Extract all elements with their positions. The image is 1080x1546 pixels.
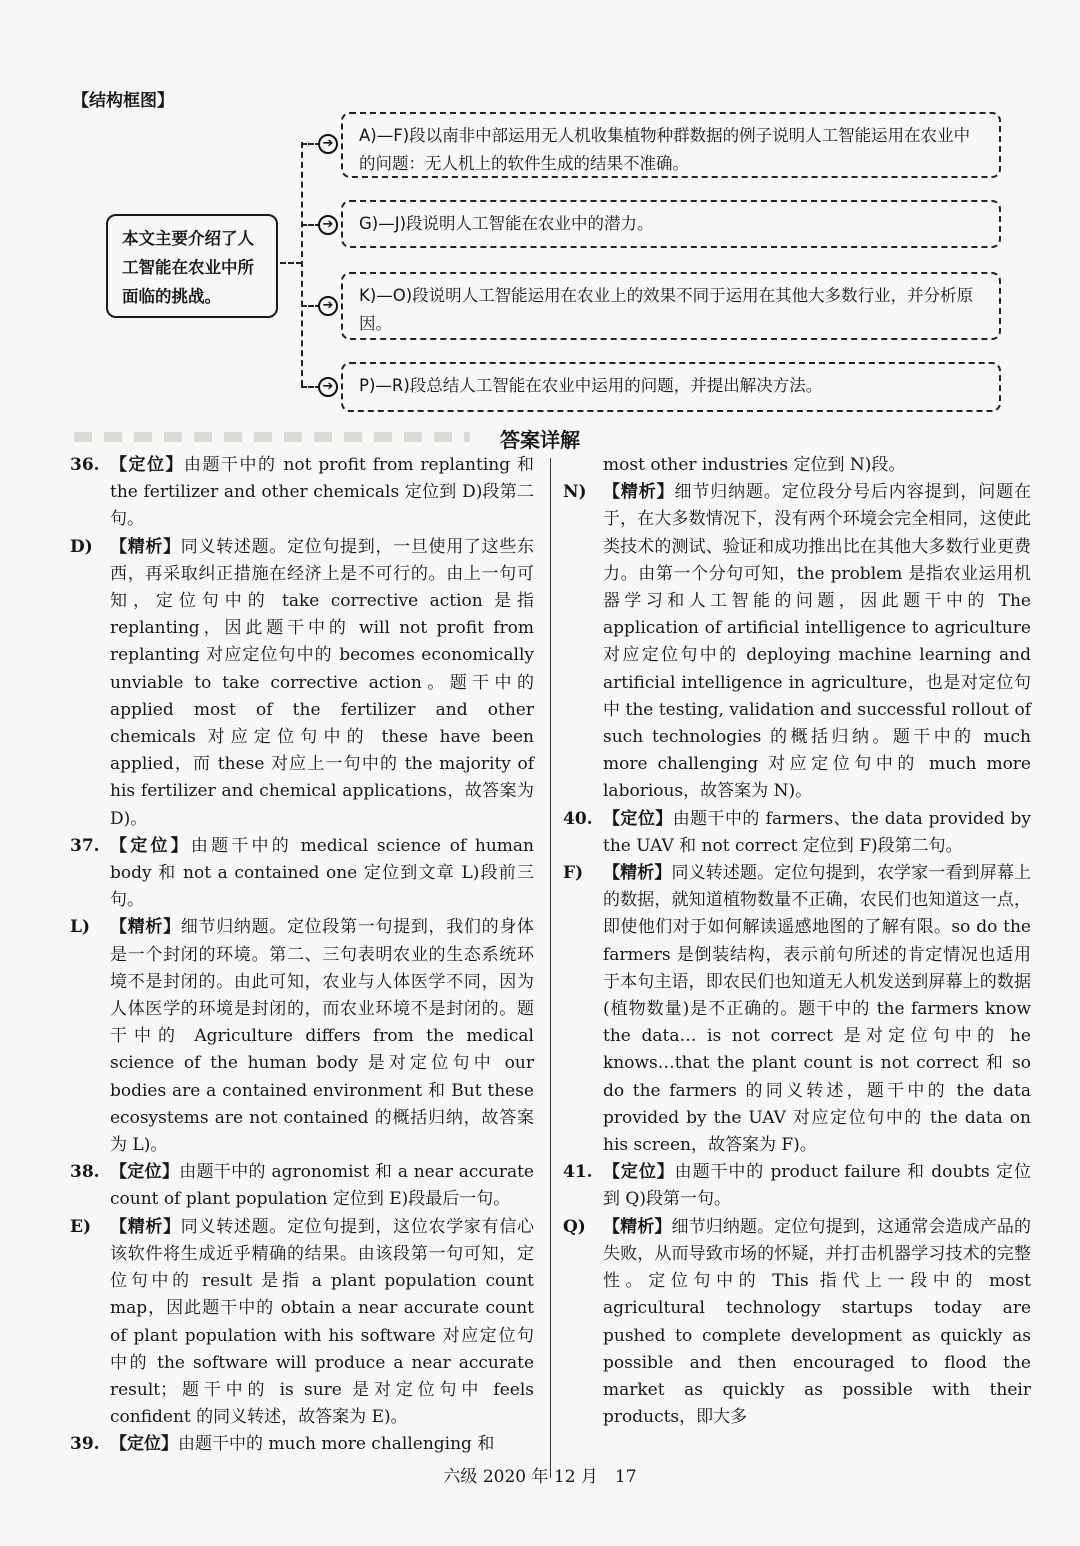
- answer-entry: [563, 479, 1031, 805]
- entry-body: [110, 452, 534, 534]
- entry-text: 由题干中的 medical science of human body 和 not a contained one 定位到文章 L)段前三句。: [110, 835, 534, 911]
- answer-entry: [563, 860, 1031, 1159]
- entry-tag: 【定位】: [110, 1434, 178, 1455]
- entry-text: 同义转述题。定位句提到，这位农学家有信心该软件将生成近乎精确的结果。由该段第一句可知，定位句中的 result 是指 a plant population count map，因此题干中的 obtain a near accurate count of plant population with his software 对应定位句中的 the software will produce a near accurate result；题干中的 is sure 是对定位句中 feels confident 的同义转述，故答案为 E)。: [110, 1216, 535, 1428]
- structure-section-label: 【结构框图】: [72, 91, 174, 111]
- entry-label: E): [70, 1216, 92, 1237]
- entry-tag: 【定位】: [110, 1162, 180, 1183]
- entry-tag: 【精析】: [110, 917, 181, 938]
- entry-body: [110, 914, 534, 1159]
- entry-text: 由题干中的 much more challenging 和: [178, 1434, 495, 1455]
- summary-box: 本文主要介绍了人工智能在农业中所面临的挑战。: [106, 214, 278, 318]
- entry-body: [603, 1159, 1031, 1213]
- entry-label: N): [563, 482, 587, 503]
- column-divider: [550, 458, 551, 1478]
- answer-entry: [70, 914, 534, 1159]
- arrow-node-icon: ➔: [318, 377, 338, 397]
- entry-body: [603, 479, 1031, 805]
- entry-text: 由题干中的 agronomist 和 a near accurate count of plant population 定位到 E)段最后一句。: [110, 1162, 534, 1210]
- entry-text: 细节归纳题。定位段第一句提到，我们的身体是一个封闭的环境。第二、三句表明农业的生态系统环境不是封闭的。由此可知，农业与人体医学不同，因为人体医学的环境是封闭的，而农业环境不是封闭的。题干中的 Agriculture differs from the medical science of the human body 是对定位句中 our bodies are a contained environment 和 But these ecosystems are not contained 的概括归纳，故答案为 L)。: [110, 917, 535, 1156]
- entry-label: 40.: [563, 808, 593, 829]
- entry-text: 同义转述题。定位句提到，农学家一看到屏幕上的数据，就知道植物数量不正确，农民们也知道这一点，即使他们对于如何解读遥感地图的了解有限。so do the farmers 是倒装结构，表示前句所述的肯定情况也适用于本句主语，即农民们也知道无人机发送到屏幕上的数据(植物数量)是不正确的。题干中的 the farmers know the data… is not correct 是对定位句中的 he knows…that the plant count is not correct 和 so do the farmers 的同义转述，题干中的 the data provided by the UAV 对应定位句中的 the data on his screen，故答案为 F)。: [603, 863, 1031, 1156]
- answer-entry: [70, 1431, 534, 1458]
- entry-text: most other industries 定位到 N)段。: [603, 455, 906, 475]
- tree-spine: [301, 142, 303, 386]
- answer-entry: [563, 1159, 1031, 1213]
- entry-tag: 【定位】: [603, 808, 673, 829]
- entry-label: F): [563, 863, 584, 884]
- answer-entry: [70, 833, 534, 915]
- entry-body: [110, 1214, 534, 1432]
- branch-box-2: G)—J)段说明人工智能在农业中的潜力。: [341, 200, 1001, 248]
- entry-text: 细节归纳题。定位句提到，这通常会造成产品的失败，从而导致市场的怀疑，并打击机器学习技术的完整性。定位句中的 This 指代上一段中的 most agricultural technology startups today are pushed to complete development as quickly as possible and then encouraged to flood the market as quickly as possible with their products，即大多: [603, 1216, 1031, 1428]
- right-column: [563, 452, 1031, 1431]
- answer-entry: [70, 1159, 534, 1213]
- answers-title: 答案详解: [500, 428, 580, 452]
- entry-body: [110, 833, 534, 915]
- entry-body: [603, 1214, 1031, 1432]
- answer-entry: [563, 1214, 1031, 1432]
- arrow-node-icon: ➔: [318, 296, 338, 316]
- entry-label: 36.: [70, 455, 100, 475]
- entry-tag: 【精析】: [603, 482, 675, 503]
- left-column: [70, 452, 534, 1459]
- entry-label: 38.: [70, 1162, 100, 1183]
- entry-tag: 【精析】: [110, 1216, 181, 1237]
- entry-text: 由题干中的 farmers、the data provided by the UAV 和 not correct 定位到 F)段第二句。: [603, 808, 1031, 856]
- entry-tag: 【定位】: [110, 455, 185, 475]
- entry-text: 同义转述题。定位句提到，一旦使用了这些东西，再采取纠正措施在经济上是不可行的。由上一句可知，定位句中的 take corrective action 是指 replanting，因此题干中的 will not profit from replanting 对应定位句中的 becomes economically unviable to take corrective action。题干中的 applied most of the fertilizer and other chemicals 对应定位句中的 these have been applied，而 these 对应上一句中的 the majority of his fertilizer and chemical applications，故答案为 D)。: [110, 536, 535, 829]
- entry-text: 由题干中的 product failure 和 doubts 定位到 Q)段第一句。: [603, 1162, 1032, 1210]
- connector-line: [280, 262, 302, 264]
- answer-entry: [70, 452, 534, 534]
- entry-label: Q): [563, 1216, 586, 1237]
- entry-body: [110, 1159, 534, 1213]
- entry-body: [603, 860, 1031, 1159]
- entry-tag: 【定位】: [603, 1162, 675, 1183]
- branch-box-4: P)—R)段总结人工智能在农业中运用的问题，并提出解决方法。: [341, 362, 1001, 412]
- branch-box-1: A)—F)段以南非中部运用无人机收集植物种群数据的例子说明人工智能运用在农业中的问题：无人机上的软件生成的结果不准确。: [341, 112, 1001, 178]
- entry-label: D): [70, 536, 93, 557]
- entry-label: 39.: [70, 1434, 100, 1455]
- entry-body: [603, 806, 1031, 860]
- page-footer: 六级 2020 年 12 月 17: [443, 1467, 637, 1487]
- arrow-node-icon: ➔: [318, 215, 338, 235]
- entry-label: [563, 452, 603, 479]
- entry-label: L): [70, 917, 90, 938]
- entry-tag: 【精析】: [603, 1216, 672, 1237]
- entry-text: 细节归纳题。定位段分号后内容提到，问题在于，在大多数情况下，没有两个环境会完全相同，这使此类技术的测试、验证和成功推出比在其他大多数行业更费力。由第一个分句可知，the problem 是指农业运用机器学习和人工智能的问题，因此题干中的 The application of artificial intelligence to agriculture 对应定位句中的 deploying machine learning and artificial intelligence in agriculture，也是对定位句中 the testing, validation and successful rollout of such technologies 的概括归纳。题干中的 much more challenging 对应定位句中的 much more laborious，故答案为 N)。: [603, 482, 1032, 802]
- answer-entry: [563, 806, 1031, 860]
- entry-body: [603, 452, 1031, 479]
- entry-body: [110, 534, 534, 833]
- entry-tag: 【精析】: [110, 536, 181, 557]
- answer-entry: [70, 534, 534, 833]
- entry-tag: 【定位】: [110, 835, 191, 856]
- entry-label: 41.: [563, 1162, 593, 1183]
- entry-text: 由题干中的 not profit from replanting 和 the fertilizer and other chemicals 定位到 D)段第二句。: [110, 455, 534, 530]
- answer-entry: [563, 452, 1031, 479]
- arrow-node-icon: ➔: [318, 134, 338, 154]
- entry-body: [110, 1431, 534, 1458]
- branch-box-3: K)—O)段说明人工智能运用在农业上的效果不同于运用在其他大多数行业，并分析原因。: [341, 272, 1001, 340]
- entry-tag: 【精析】: [603, 863, 672, 884]
- entry-label: 37.: [70, 835, 100, 856]
- answer-entry: [70, 1214, 534, 1432]
